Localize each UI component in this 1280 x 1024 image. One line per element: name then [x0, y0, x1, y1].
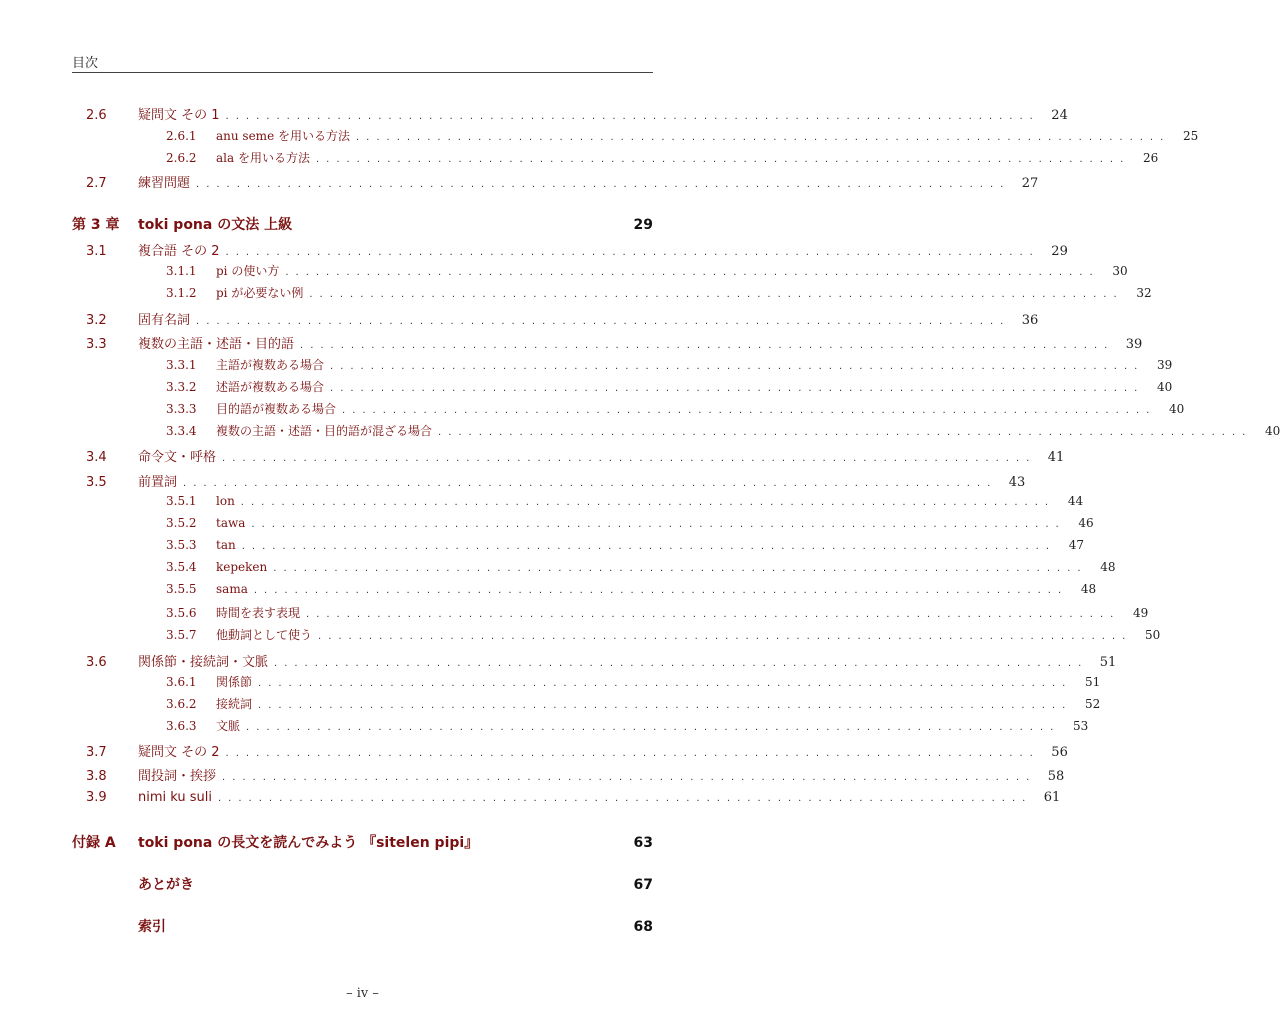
- toc-entry-number: 3.6.1: [166, 675, 197, 689]
- toc-entry-number: 3.1.2: [166, 286, 197, 300]
- dot-leader: ................................................................................: [246, 722, 1061, 733]
- toc-entry-number: 3.3.1: [166, 358, 197, 372]
- toc-entry-page: 49: [1133, 606, 1149, 620]
- toc-entry-number: 2.6.2: [166, 151, 197, 165]
- toc-entry-subsection[interactable]: [72, 149, 1159, 167]
- toc-entry-number: 3.6.3: [166, 719, 197, 733]
- toc-entry-page: 24: [1051, 108, 1068, 123]
- toc-entry-page: 44: [1067, 494, 1084, 508]
- toc-entry-number: 3.3.4: [166, 424, 197, 438]
- toc-entry-page: 25: [1183, 129, 1199, 143]
- toc-entry-number: 3.5.5: [166, 582, 197, 596]
- toc-entry-section[interactable]: [72, 651, 1117, 671]
- toc-entry-subsection[interactable]: [72, 673, 1101, 691]
- dot-leader: ................................................................................: [183, 478, 998, 489]
- dot-leader: ................................................................................: [342, 405, 1157, 416]
- toc-entry-page: 29: [633, 217, 653, 233]
- dot-leader: ................................................................................: [218, 793, 1033, 804]
- toc-entry-title: sama: [216, 582, 248, 596]
- toc-entry-subsection[interactable]: [72, 538, 1085, 556]
- toc-entry-page: 36: [1021, 313, 1039, 328]
- toc-entry-title: 固有名詞: [138, 313, 191, 328]
- toc-entry-title: 疑問文 その 1: [138, 108, 220, 123]
- toc-entry-section[interactable]: [72, 471, 1026, 491]
- toc-entry-subsection[interactable]: [72, 626, 1161, 644]
- dot-leader: ................................................................................: [225, 111, 1040, 122]
- dot-leader: ................................................................................: [315, 154, 1131, 165]
- toc-entry-page: 29: [1051, 244, 1068, 259]
- toc-entry-number: 3.5.1: [166, 494, 197, 508]
- toc-entry-number: 3.5.2: [166, 516, 197, 530]
- toc-entry-title: 述語が複数ある場合: [216, 380, 325, 394]
- toc-entry-title: 複合語 その 2: [138, 244, 220, 259]
- dot-leader: ................................................................................: [251, 519, 1066, 530]
- dot-leader: ................................................................................: [222, 453, 1037, 464]
- dot-leader: ................................................................................: [274, 658, 1089, 669]
- toc-entry-title: kepeken: [216, 560, 268, 574]
- toc-entry-number: 2.6: [86, 108, 107, 123]
- toc-entry-number: 3.7: [86, 745, 107, 760]
- toc-entry-title: anu seme を用いる方法: [216, 129, 350, 143]
- dot-leader: ................................................................................: [253, 585, 1069, 596]
- toc-entry-number: 第 3 章: [72, 217, 120, 233]
- toc-entry-page: 26: [1142, 151, 1159, 165]
- toc-entry-subsection[interactable]: [72, 604, 1149, 622]
- toc-entry-page: 46: [1078, 516, 1094, 530]
- toc-entry-subsection[interactable]: [72, 516, 1094, 534]
- toc-entry-page: 58: [1047, 769, 1065, 784]
- page-number: – iv –: [346, 986, 379, 1001]
- header-title: 目次: [72, 56, 99, 71]
- toc-entry-page: 47: [1068, 538, 1085, 552]
- toc-entry-section[interactable]: [72, 104, 1068, 124]
- toc-entry-title: 接続詞: [216, 697, 253, 711]
- dot-leader: ................................................................................: [225, 247, 1040, 258]
- toc-entry-page: 39: [1125, 337, 1143, 352]
- toc-entry-page: 40: [1169, 402, 1185, 416]
- toc-entry-section[interactable]: [72, 333, 1143, 353]
- toc-entry-page: 43: [1008, 475, 1026, 490]
- dot-leader: ................................................................................: [240, 497, 1056, 508]
- toc-entry-subsection[interactable]: [72, 262, 1128, 280]
- toc-entry-number: 3.5.6: [166, 606, 197, 620]
- toc-entry-chapter[interactable]: [72, 214, 653, 236]
- dot-leader: ................................................................................: [258, 700, 1073, 711]
- toc-entry-page: 48: [1100, 560, 1116, 574]
- toc-entry-number: 3.3.2: [166, 380, 197, 394]
- toc-entry-title: 主語が複数ある場合: [216, 358, 325, 372]
- toc-entry-page: 68: [633, 919, 653, 935]
- toc-entry-title: 練習問題: [138, 176, 191, 191]
- toc-entry-page: 63: [633, 835, 653, 851]
- toc-entry-number: 3.1.1: [166, 264, 197, 278]
- toc-entry-subsection[interactable]: [72, 378, 1173, 396]
- toc-entry-subsection[interactable]: [72, 560, 1116, 578]
- toc-entry-title: toki pona の文法 上級: [138, 217, 293, 233]
- toc-entry-page: 40: [1265, 424, 1280, 438]
- toc-entry-title: lon: [216, 494, 235, 508]
- toc-entry-section[interactable]: [72, 741, 1068, 761]
- toc-entry-section[interactable]: [72, 172, 1039, 192]
- toc-entry-number: 3.5.3: [166, 538, 197, 552]
- toc-entry-title: 疑問文 その 2: [138, 745, 220, 760]
- toc-entry-number: 3.1: [86, 244, 107, 259]
- toc-entry-number: 3.4: [86, 450, 107, 465]
- dot-leader: ................................................................................: [222, 772, 1037, 783]
- dot-leader: ................................................................................: [300, 340, 1115, 351]
- dot-leader: ................................................................................: [438, 427, 1253, 438]
- dot-leader: ................................................................................: [241, 541, 1057, 552]
- toc-entry-page: 56: [1051, 745, 1068, 760]
- toc-entry-title: 命令文・呼格: [138, 450, 217, 465]
- toc-entry-number: 3.8: [86, 769, 107, 784]
- toc-entry-title: 時間を表す表現: [216, 606, 301, 620]
- toc-entry-subsection[interactable]: [72, 400, 1185, 418]
- toc-entry-title: tan: [216, 538, 236, 552]
- toc-entry-title: 索引: [138, 919, 166, 935]
- toc-entry-page: 52: [1085, 697, 1101, 711]
- toc-entry-section[interactable]: [72, 240, 1068, 260]
- toc-entry-page: 40: [1157, 380, 1173, 394]
- toc-entry-title: 目的語が複数ある場合: [216, 402, 337, 416]
- toc-entry-title: pi が必要ない例: [216, 286, 304, 300]
- toc-entry-page: 51: [1099, 655, 1117, 670]
- toc-entry-title: 複数の主語・述語・目的語: [138, 337, 295, 352]
- dot-leader: ................................................................................: [355, 132, 1171, 143]
- toc-entry-title: あとがき: [138, 877, 194, 893]
- toc-entry-subsection[interactable]: [72, 717, 1089, 735]
- dot-leader: ................................................................................: [196, 316, 1011, 327]
- dot-leader: ................................................................................: [225, 748, 1040, 759]
- toc-entry-number: 3.5.7: [166, 628, 197, 642]
- dot-leader: ................................................................................: [285, 267, 1100, 278]
- table-of-contents: [72, 0, 1280, 1024]
- toc-entry-subsection[interactable]: [72, 494, 1084, 512]
- toc-entry-number: 3.6: [86, 655, 107, 670]
- toc-entry-title: 前置詞: [138, 475, 178, 490]
- toc-entry-subsection[interactable]: [72, 582, 1097, 600]
- dot-leader: ................................................................................: [309, 289, 1124, 300]
- toc-entry-number: 3.6.2: [166, 697, 197, 711]
- toc-entry-chapter[interactable]: [72, 916, 653, 938]
- dot-leader: ................................................................................: [306, 609, 1121, 620]
- toc-entry-page: 27: [1021, 176, 1039, 191]
- toc-entry-number: 3.3.3: [166, 402, 197, 416]
- toc-entry-section[interactable]: [72, 765, 1065, 785]
- toc-entry-title: pi の使い方: [216, 264, 280, 278]
- toc-entry-page: 39: [1157, 358, 1173, 372]
- toc-entry-page: 67: [633, 877, 653, 893]
- toc-entry-chapter[interactable]: [72, 874, 653, 896]
- toc-entry-page: 51: [1085, 675, 1101, 689]
- toc-entry-page: 50: [1145, 628, 1161, 642]
- dot-leader: ................................................................................: [330, 361, 1145, 372]
- toc-entry-subsection[interactable]: [72, 127, 1199, 145]
- toc-entry-subsection[interactable]: [72, 422, 1280, 440]
- toc-entry-page: 32: [1136, 286, 1152, 300]
- toc-entry-page: 61: [1043, 790, 1061, 805]
- toc-entry-title: 他動詞として使う: [216, 628, 313, 642]
- toc-entry-title: toki pona の長文を読んでみよう 『sitelen pipi』: [138, 835, 479, 851]
- toc-entry-subsection[interactable]: [72, 284, 1152, 302]
- toc-entry-number: 3.9: [86, 790, 107, 805]
- toc-entry-title: 文脈: [216, 719, 241, 733]
- toc-entry-page: 53: [1073, 719, 1089, 733]
- dot-leader: ................................................................................: [273, 563, 1088, 574]
- toc-entry-chapter[interactable]: [72, 832, 653, 854]
- dot-leader: ................................................................................: [330, 383, 1145, 394]
- toc-entry-title: 関係節・接続詞・文脈: [138, 655, 269, 670]
- toc-entry-subsection[interactable]: [72, 356, 1173, 374]
- toc-entry-page: 30: [1112, 264, 1128, 278]
- dot-leader: ................................................................................: [258, 678, 1073, 689]
- toc-entry-title: nimi ku suli: [138, 790, 212, 805]
- toc-entry-title: 複数の主語・述語・目的語が混ざる場合: [216, 424, 433, 438]
- toc-entry-number: 3.2: [86, 313, 107, 328]
- toc-entry-section[interactable]: [72, 446, 1065, 466]
- toc-entry-title: tawa: [216, 516, 246, 530]
- toc-entry-title: 関係節: [216, 675, 253, 689]
- toc-entry-section[interactable]: [72, 309, 1039, 329]
- toc-entry-title: ala を用いる方法: [216, 151, 310, 165]
- dot-leader: ................................................................................: [196, 179, 1011, 190]
- toc-entry-number: 2.7: [86, 176, 107, 191]
- dot-leader: ................................................................................: [318, 631, 1133, 642]
- toc-entry-number: 2.6.1: [166, 129, 197, 143]
- toc-entry-title: 間投詞・挨拶: [138, 769, 217, 784]
- toc-entry-page: 41: [1047, 450, 1065, 465]
- toc-entry-subsection[interactable]: [72, 695, 1101, 713]
- toc-entry-page: 48: [1080, 582, 1097, 596]
- toc-entry-section[interactable]: [72, 790, 1061, 810]
- toc-entry-number: 3.3: [86, 337, 107, 352]
- toc-entry-number: 3.5: [86, 475, 107, 490]
- toc-entry-number: 付録 A: [72, 835, 116, 851]
- toc-entry-number: 3.5.4: [166, 560, 197, 574]
